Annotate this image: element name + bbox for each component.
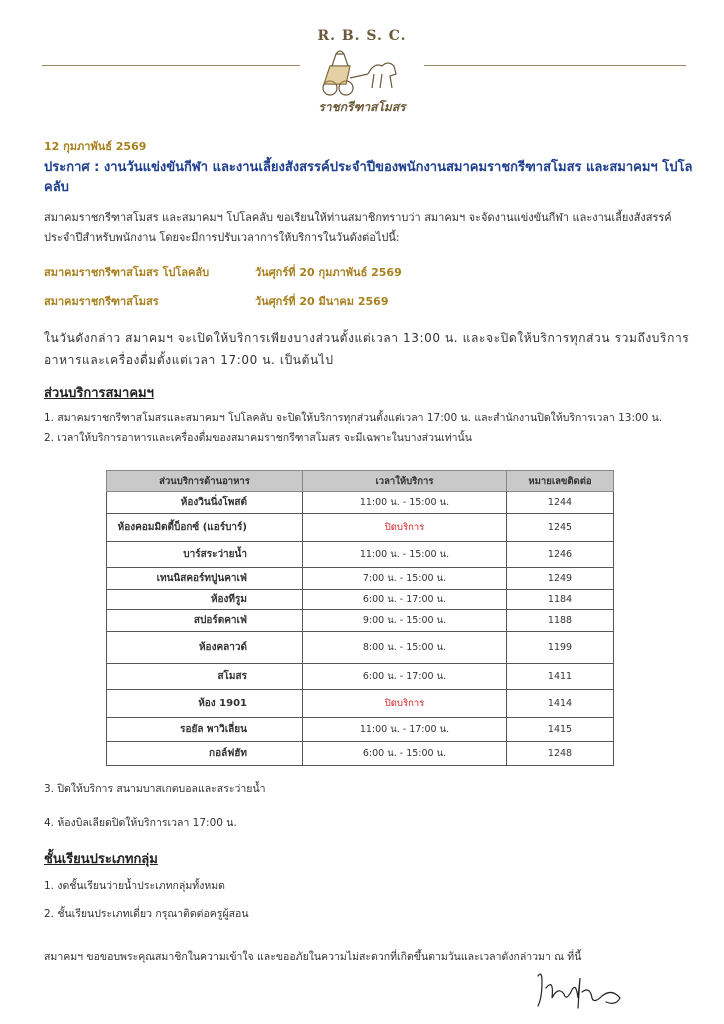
hours-cell: 6:00 น. - 17:00 น.: [303, 590, 507, 610]
table-row: [107, 742, 614, 766]
room-name-cell: สโมสร: [107, 664, 303, 690]
header-rule-left: [42, 65, 300, 66]
announcement-date: 12 กุมภาพันธ์ 2569: [44, 140, 147, 153]
table-header-row: [107, 471, 614, 492]
logo-letters: R. B. S. C.: [317, 28, 407, 44]
column-header: เวลาให้บริการ: [303, 471, 507, 492]
logo-name: ราชกรีฑาสโมสร: [318, 100, 406, 114]
hours-cell: 11:00 น. - 15:00 น.: [303, 492, 507, 514]
event-date-row: [44, 292, 388, 310]
section-heading-group-classes: ชั้นเรียนประเภทกลุ่ม: [44, 852, 158, 867]
extension-cell: 1199: [507, 632, 614, 664]
table-row: [107, 568, 614, 590]
food-service-table: [106, 470, 614, 766]
hours-cell: 11:00 น. - 15:00 น.: [303, 542, 507, 568]
extension-cell: 1245: [507, 514, 614, 542]
room-name-cell: เทนนิสคอร์ทปูนคาเฟ่: [107, 568, 303, 590]
event-day: วันศุกร์ที่ 20 กุมภาพันธ์ 2569: [255, 266, 402, 279]
table-row: [107, 590, 614, 610]
table-row: [107, 514, 614, 542]
list-item: 1. สมาคมราชกรีฑาสโมสรและสมาคมฯ โปโลคลับ จะปิดให้บริการทุกส่วนตั้งแต่เวลา 17:00 น. และสำนักงานปิดให้บริการเวลา 13:00 น.: [44, 412, 663, 424]
room-name-cell: ห้องทีรูม: [107, 590, 303, 610]
extension-cell: 1249: [507, 568, 614, 590]
extension-cell: 1244: [507, 492, 614, 514]
event-date-row: [44, 263, 402, 281]
hours-cell: 9:00 น. - 15:00 น.: [303, 610, 507, 632]
list-item: 1. งดชั้นเรียนว่ายน้ำประเภทกลุ่มทั้งหมด: [44, 880, 225, 892]
section-heading-services: ส่วนบริการสมาคมฯ: [44, 386, 154, 401]
service-note: ในวันดังกล่าว สมาคมฯ จะเปิดให้บริการเพียงบางส่วนตั้งแต่เวลา 13:00 น. และจะปิดให้บริการทุกส่วน รวมถึงบริการอาหารและเครื่องดื่มตั้งแต่เวลา 17:00 น. เป็นต้นไป: [44, 331, 690, 367]
room-name-cell: รอยัล พาวิเลี่ยน: [107, 718, 303, 742]
extension-cell: 1188: [507, 610, 614, 632]
table-row: [107, 718, 614, 742]
room-name-cell: บาร์สระว่ายน้ำ: [107, 542, 303, 568]
event-club: สมาคมราชกรีฑาสโมสร โปโลคลับ: [44, 266, 210, 279]
list-item: 4. ห้องบิลเลียดปิดให้บริการเวลา 17:00 น.: [44, 817, 237, 829]
event-club: สมาคมราชกรีฑาสโมสร: [44, 295, 159, 308]
hours-cell: 6:00 น. - 17:00 น.: [303, 664, 507, 690]
extension-cell: 1411: [507, 664, 614, 690]
announcement-title: ประกาศ : งานวันแข่งขันกีฬา และงานเลี้ยงสังสรรค์ประจำปีของพนักงานสมาคมราชกรีฑาสโมสร และสมาคมฯ โปโลคลับ: [44, 160, 693, 195]
hours-cell: 8:00 น. - 15:00 น.: [303, 632, 507, 664]
table-row: [107, 542, 614, 568]
room-name-cell: ห้องวินนิ่งโพสต์: [107, 492, 303, 514]
signature-icon: [532, 968, 628, 1012]
table-row: [107, 610, 614, 632]
table-row: [107, 492, 614, 514]
hours-cell: 7:00 น. - 15:00 น.: [303, 568, 507, 590]
extension-cell: 1246: [507, 542, 614, 568]
hours-cell: ปิดบริการ: [303, 514, 507, 542]
room-name-cell: กอล์ฟฮัท: [107, 742, 303, 766]
table-row: [107, 664, 614, 690]
room-name-cell: ห้องคอมมิตตี้บ็อกซ์ (แอร์บาร์): [107, 514, 303, 542]
room-name-cell: สปอร์ตคาเฟ่: [107, 610, 303, 632]
extension-cell: 1414: [507, 690, 614, 718]
column-header: หมายเลขติดต่อ: [507, 471, 614, 492]
hours-cell: 6:00 น. - 15:00 น.: [303, 742, 507, 766]
room-name-cell: ห้องคลาวด์: [107, 632, 303, 664]
hours-cell: 11:00 น. - 17:00 น.: [303, 718, 507, 742]
extension-cell: 1184: [507, 590, 614, 610]
event-day: วันศุกร์ที่ 20 มีนาคม 2569: [255, 295, 389, 308]
services-list: [44, 408, 704, 448]
closing-statement: สมาคมฯ ขอขอบพระคุณสมาชิกในความเข้าใจ และขออภัยในความไม่สะดวกที่เกิดขึ้นตามวันและเวลาดังกล่าวมา ณ ที่นี้: [44, 951, 582, 963]
intro-paragraph: สมาคมราชกรีฑาสโมสร และสมาคมฯ โปโลคลับ ขอเรียนให้ท่านสมาชิกทราบว่า สมาคมฯ จะจัดงานแข่งขันกีฬา และงานเลี้ยงสังสรรค์ประจำปีสำหรับพนักงาน โดยจะมีการปรับเวลาการให้บริการในวันดังต่อไปนี้:: [44, 211, 672, 244]
column-header: ส่วนบริการด้านอาหาร: [107, 471, 303, 492]
carriage-emblem-icon: [316, 44, 408, 98]
table-body: [107, 492, 614, 766]
list-item: 3. ปิดให้บริการ สนามบาสเกตบอลและสระว่ายน้ำ: [44, 783, 266, 795]
list-item: 2. ชั้นเรียนประเภทเดี่ยว กรุณาติดต่อครูผู้สอน: [44, 908, 249, 920]
table-row: [107, 632, 614, 664]
extension-cell: 1248: [507, 742, 614, 766]
table-row: [107, 690, 614, 718]
extension-cell: 1415: [507, 718, 614, 742]
hours-cell: ปิดบริการ: [303, 690, 507, 718]
header-rule-right: [424, 65, 686, 66]
list-item: 2. เวลาให้บริการอาหารและเครื่องดื่มของสมาคมราชกรีฑาสโมสร จะมีเฉพาะในบางส่วนเท่านั้น: [44, 432, 472, 444]
club-logo: [306, 22, 418, 114]
room-name-cell: ห้อง 1901: [107, 690, 303, 718]
